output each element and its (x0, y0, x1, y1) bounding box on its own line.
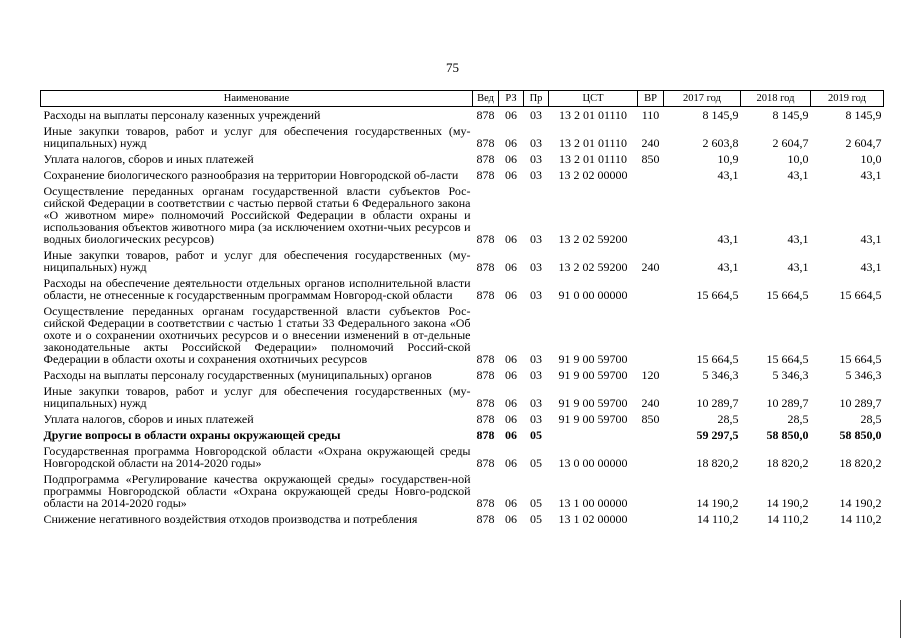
table-row (41, 151, 884, 167)
table-row (41, 275, 884, 303)
column-header-pr: Пр (524, 91, 549, 107)
table-row (41, 183, 884, 247)
row-ved-cell: 878 (476, 260, 495, 274)
row-ved-cell: 878 (476, 288, 495, 302)
row-cst-cell: 91 9 00 59700 (558, 368, 628, 382)
row-cst-cell: 13 1 02 00000 (558, 512, 628, 526)
row-cst-cell: 91 9 00 59700 (558, 412, 628, 426)
row-vr-cell: 240 (641, 136, 660, 150)
row-ved-cell: 878 (476, 396, 495, 410)
row-cst-cell: 91 9 00 59700 (558, 396, 628, 410)
row-rz-cell: 06 (505, 368, 517, 382)
row-ved-cell: 878 (476, 496, 495, 510)
row-2017-cell: 28,5 (717, 412, 739, 426)
row-cst-cell: 13 2 02 59200 (558, 232, 628, 246)
row-2019-cell: 5 346,3 (845, 368, 882, 382)
row-ved-cell: 878 (476, 352, 495, 366)
row-name-cell: Расходы на выплаты персоналу казенных учреждений (43, 108, 321, 122)
row-2017-cell: 43,1 (717, 168, 739, 182)
table-row (41, 303, 884, 367)
row-ved-cell: 878 (476, 108, 495, 122)
row-rz-cell: 06 (505, 136, 517, 150)
row-cst-cell: 13 1 00 00000 (558, 496, 628, 510)
row-vr-cell: 240 (641, 260, 660, 274)
row-2019-cell: 8 145,9 (845, 108, 882, 122)
row-ved-cell: 878 (476, 152, 495, 166)
table-row (41, 471, 884, 511)
row-2017-cell: 18 820,2 (696, 456, 739, 470)
row-2018-cell: 10 289,7 (766, 396, 809, 410)
row-rz-cell: 06 (505, 288, 517, 302)
row-cst-cell: 13 2 02 00000 (558, 168, 628, 182)
row-name-cell: Осуществление переданных органам государственной власти субъектов Рос-сийской Федерации в соответствии с частью первой статьи 6 Федерального закона «О животном мире» полномочий Российской Федерации в области охраны и использования объектов животного мира (за исключением охотни-чьих ресурсов и водных биологических ресурсов) (43, 184, 471, 246)
row-ved-cell: 878 (476, 512, 495, 526)
row-pr-cell: 03 (530, 168, 542, 182)
row-2018-cell: 15 664,5 (766, 288, 809, 302)
row-vr-cell: 240 (641, 396, 660, 410)
table-row (41, 247, 884, 275)
row-cst-cell: 13 2 02 59200 (558, 260, 628, 274)
column-header-rz: РЗ (499, 91, 524, 107)
row-rz-cell: 06 (505, 152, 517, 166)
row-vr-cell: 850 (641, 152, 660, 166)
row-name-cell: Сохранение биологического разнообразия на территории Новгородской об-ласти (43, 168, 459, 182)
table-row (41, 427, 884, 443)
row-2018-cell: 14 190,2 (766, 496, 809, 510)
row-name-cell: Расходы на обеспечение деятельности отдельных органов исполнительной власти области, не отнесенные к государственным программам Новгород-ской области (43, 276, 471, 302)
row-cst-cell: 13 2 01 01110 (558, 136, 628, 150)
row-pr-cell: 03 (530, 108, 542, 122)
row-rz-cell: 06 (505, 232, 517, 246)
row-rz-cell: 06 (505, 352, 517, 366)
table-row (41, 167, 884, 183)
row-pr-cell: 05 (530, 496, 542, 510)
row-2019-cell: 10 289,7 (839, 396, 882, 410)
row-2018-cell: 58 850,0 (766, 428, 809, 442)
row-vr-cell: 120 (641, 368, 660, 382)
table-body (41, 107, 884, 528)
row-rz-cell: 06 (505, 108, 517, 122)
column-header-vr: ВР (638, 91, 664, 107)
row-vr-cell: 850 (641, 412, 660, 426)
row-name-cell: Иные закупки товаров, работ и услуг для обеспечения государственных (му-ниципальных) нужд (43, 384, 471, 410)
row-2019-cell: 2 604,7 (845, 136, 882, 150)
row-vr-cell (638, 303, 664, 367)
row-vr-cell (638, 443, 664, 471)
row-2018-cell: 5 346,3 (772, 368, 809, 382)
row-vr-cell: 110 (641, 108, 660, 122)
row-2018-cell: 43,1 (787, 260, 809, 274)
row-rz-cell: 06 (505, 396, 517, 410)
row-2019-cell: 43,1 (860, 232, 882, 246)
row-name-cell: Иные закупки товаров, работ и услуг для обеспечения государственных (му-ниципальных) нужд (43, 124, 471, 150)
row-2018-cell: 8 145,9 (772, 108, 809, 122)
row-ved-cell: 878 (476, 412, 495, 426)
row-pr-cell: 03 (530, 136, 542, 150)
row-pr-cell: 03 (530, 288, 542, 302)
row-pr-cell: 03 (530, 260, 542, 274)
row-2019-cell: 15 664,5 (839, 288, 882, 302)
row-2017-cell: 8 145,9 (702, 108, 739, 122)
row-2018-cell: 15 664,5 (766, 352, 809, 366)
row-pr-cell: 03 (530, 396, 542, 410)
row-ved-cell: 878 (476, 368, 495, 382)
row-vr-cell (638, 183, 664, 247)
row-vr-cell (638, 167, 664, 183)
page-edge-mark (900, 600, 901, 638)
table-row (41, 107, 884, 124)
row-2019-cell: 43,1 (860, 260, 882, 274)
page-number: 75 (446, 60, 459, 75)
column-header-2018: 2018 год (741, 91, 811, 107)
column-header-2019: 2019 год (811, 91, 884, 107)
row-vr-cell (638, 511, 664, 527)
row-ved-cell: 878 (476, 136, 495, 150)
row-2019-cell: 18 820,2 (839, 456, 882, 470)
row-2019-cell: 10,0 (860, 152, 882, 166)
table-row (41, 443, 884, 471)
row-cst-cell (549, 427, 638, 443)
row-pr-cell: 03 (530, 412, 542, 426)
row-cst-cell: 13 2 01 01110 (558, 152, 628, 166)
budget-table (40, 90, 884, 527)
row-name-cell: Расходы на выплаты персоналу государственных (муниципальных) органов (43, 368, 432, 382)
row-cst-cell: 91 0 00 00000 (558, 288, 628, 302)
row-2018-cell: 14 110,2 (766, 512, 809, 526)
row-rz-cell: 06 (505, 496, 517, 510)
row-name-cell: Другие вопросы в области охраны окружающей среды (43, 428, 341, 442)
row-pr-cell: 03 (530, 368, 542, 382)
row-2019-cell: 14 110,2 (839, 512, 882, 526)
row-2019-cell: 43,1 (860, 168, 882, 182)
row-2017-cell: 14 110,2 (696, 512, 739, 526)
row-2017-cell: 15 664,5 (696, 352, 739, 366)
row-pr-cell: 05 (530, 456, 542, 470)
row-name-cell: Подпрограмма «Регулирование качества окружающей среды» государствен-ной программы Новгородской области «Охрана окружающей среды Новго-родской области на 2014-2020 годы» (43, 472, 471, 510)
row-2018-cell: 28,5 (787, 412, 809, 426)
row-rz-cell: 06 (505, 428, 517, 442)
row-cst-cell: 91 9 00 59700 (558, 352, 628, 366)
row-pr-cell: 05 (530, 428, 542, 442)
table-row (41, 383, 884, 411)
row-cst-cell: 13 0 00 00000 (558, 456, 628, 470)
row-name-cell: Иные закупки товаров, работ и услуг для обеспечения государственных (му-ниципальных) нужд (43, 248, 471, 274)
row-rz-cell: 06 (505, 412, 517, 426)
row-2017-cell: 15 664,5 (696, 288, 739, 302)
row-ved-cell: 878 (476, 168, 495, 182)
row-2017-cell: 10 289,7 (696, 396, 739, 410)
row-name-cell: Осуществление переданных органам государственной власти субъектов Рос-сийской Федерации в соответствии с частью 1 статьи 33 Федерального закона «Об охоте и о сохранении охотничьих ресурсов и о внесении изменений в от-дельные законодательные акты Российской Федерации» полномочий Россий-ской Федерации в области охоты и сохранения охотничьих ресурсов (43, 304, 471, 366)
row-rz-cell: 06 (505, 512, 517, 526)
row-2018-cell: 43,1 (787, 168, 809, 182)
table-header-row (41, 91, 884, 107)
table-row (41, 123, 884, 151)
row-rz-cell: 06 (505, 168, 517, 182)
table-row (41, 411, 884, 427)
row-2017-cell: 2 603,8 (702, 136, 739, 150)
row-2017-cell: 14 190,2 (696, 496, 739, 510)
column-header-name: Наименование (41, 91, 473, 107)
row-name-cell: Уплата налогов, сборов и иных платежей (43, 152, 254, 166)
row-2019-cell: 14 190,2 (839, 496, 882, 510)
row-name-cell: Уплата налогов, сборов и иных платежей (43, 412, 254, 426)
row-name-cell: Государственная программа Новгородской области «Охрана окружающей среды Новгородской области на 2014-2020 годы» (43, 444, 471, 470)
table-row (41, 367, 884, 383)
row-2019-cell: 58 850,0 (839, 428, 882, 442)
row-rz-cell: 06 (505, 260, 517, 274)
row-2018-cell: 43,1 (787, 232, 809, 246)
row-2017-cell: 5 346,3 (702, 368, 739, 382)
table-row (41, 511, 884, 527)
row-2017-cell: 10,9 (717, 152, 739, 166)
row-2019-cell: 28,5 (860, 412, 882, 426)
column-header-2017: 2017 год (664, 91, 741, 107)
row-2017-cell: 43,1 (717, 260, 739, 274)
row-vr-cell (638, 427, 664, 443)
row-cst-cell: 13 2 01 01110 (558, 108, 628, 122)
row-vr-cell (638, 471, 664, 511)
row-2018-cell: 2 604,7 (772, 136, 809, 150)
row-pr-cell: 03 (530, 352, 542, 366)
row-2018-cell: 18 820,2 (766, 456, 809, 470)
row-ved-cell: 878 (476, 428, 495, 442)
row-ved-cell: 878 (476, 232, 495, 246)
row-pr-cell: 03 (530, 232, 542, 246)
row-pr-cell: 05 (530, 512, 542, 526)
column-header-ved: Вед (473, 91, 499, 107)
row-vr-cell (638, 275, 664, 303)
column-header-cst: ЦСТ (549, 91, 638, 107)
row-2017-cell: 59 297,5 (696, 428, 739, 442)
row-2018-cell: 10,0 (787, 152, 809, 166)
row-2017-cell: 43,1 (717, 232, 739, 246)
row-2019-cell: 15 664,5 (839, 352, 882, 366)
row-pr-cell: 03 (530, 152, 542, 166)
row-ved-cell: 878 (476, 456, 495, 470)
row-rz-cell: 06 (505, 456, 517, 470)
row-name-cell: Снижение негативного воздействия отходов производства и потребления (43, 512, 418, 526)
